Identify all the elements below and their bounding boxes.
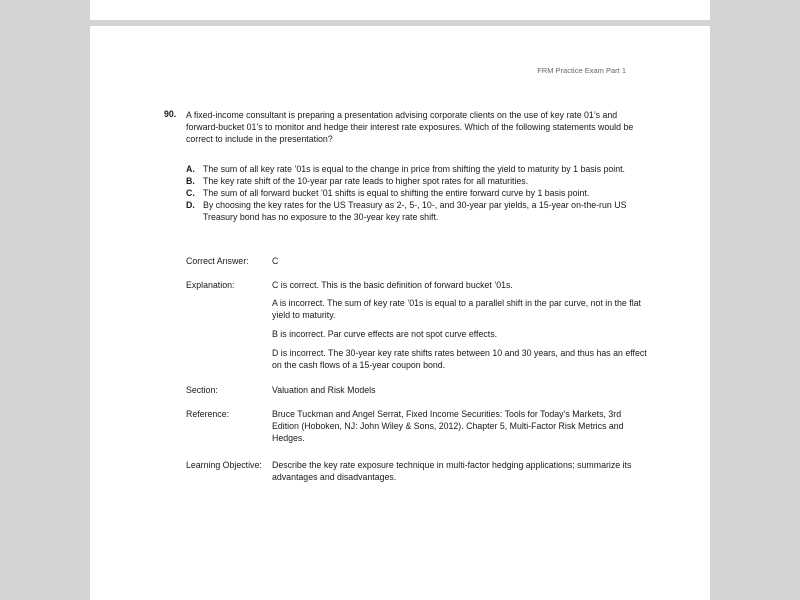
option-text: The sum of all key rate ’01s is equal to the change in price from shifting the yield to maturity by 1 basis point. (203, 164, 625, 174)
correct-answer-label: Correct Answer: (186, 256, 249, 266)
previous-page-bottom (90, 0, 710, 20)
explanation-paragraph: B is incorrect. Par curve effects are not spot curve effects. (272, 329, 498, 339)
option-text: The key rate shift of the 10-year par rate leads to higher spot rates for all maturities. (203, 176, 529, 186)
reference-label: Reference: (186, 409, 230, 419)
option-text: By choosing the key rates for the US Treasury as 2-, 5-, 10-, and 30-year par yields, a 15-year on-the-run US Treasury bond has no exposure to the 30-year key rate shift. (203, 200, 627, 222)
option-letter: B. (186, 176, 195, 186)
section-label: Section: (186, 385, 218, 395)
learning-objective-label: Learning Objective: (186, 460, 262, 470)
question-number: 90. (164, 109, 177, 119)
option-b (186, 175, 646, 187)
reference-value: Bruce Tuckman and Angel Serrat, Fixed Income Securities: Tools for Today’s Markets, 3rd Edition (Hoboken, NJ: John Wiley & Sons, 2012). Chapter 5, Multi-Factor Risk Metrics and Hedges. (272, 409, 624, 443)
explanation-paragraph: C is correct. This is the basic definition of forward bucket ’01s. (272, 280, 513, 290)
option-letter: A. (186, 164, 195, 174)
section-value: Valuation and Risk Models (272, 385, 376, 395)
running-header: FRM Practice Exam Part 1 (537, 66, 626, 75)
option-a (186, 163, 646, 175)
explanation-paragraph: D is incorrect. The 30-year key rate shifts rates between 10 and 30 years, and thus has an effect on the cash flows of a 15-year coupon bond. (272, 348, 647, 370)
question-stem: A fixed-income consultant is preparing a presentation advising corporate clients on the use of key rate 01’s and forward-bucket 01’s to monitor and hedge their interest rate exposures. Which of the following statements would be correct to include in the presentation? (186, 110, 634, 144)
option-letter: C. (186, 188, 195, 198)
option-c (186, 187, 646, 199)
explanation-paragraph: A is incorrect. The sum of key rate ’01s is equal to a parallel shift in the par curve, not in the flat yield to maturity. (272, 298, 642, 320)
option-letter: D. (186, 200, 195, 210)
answer-options (186, 163, 646, 223)
correct-answer-value: C (272, 256, 279, 266)
explanation-label: Explanation: (186, 280, 235, 290)
learning-objective-value: Describe the key rate exposure technique in multi-factor hedging applications; summarize its advantages and disadvantages. (272, 460, 632, 482)
document-page (90, 26, 710, 600)
option-text: The sum of all forward bucket ’01 shifts is equal to shifting the entire forward curve by 1 basis point. (203, 188, 590, 198)
option-d (186, 199, 646, 223)
